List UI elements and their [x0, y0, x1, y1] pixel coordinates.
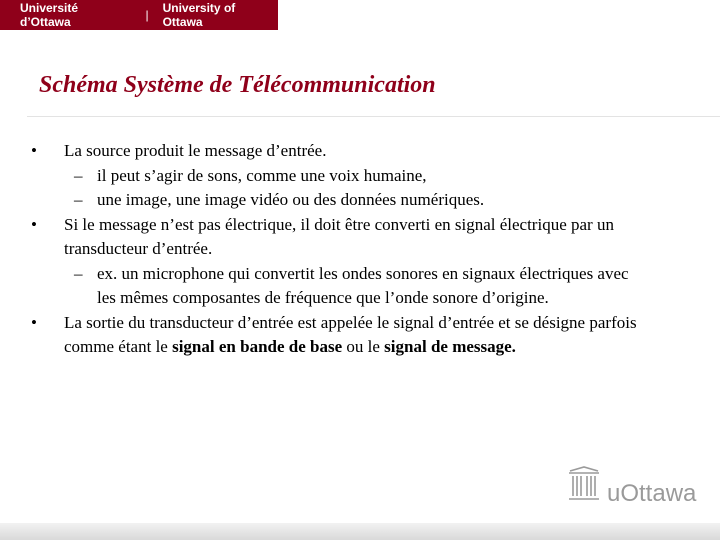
sub-bullet-item	[0, 164, 642, 189]
sub-bullet-text: ex. un microphone qui convertit les ondes sonores en signaux électriques avec les mêmes composantes de fréquence que l’onde sonore d’origine.	[97, 263, 629, 307]
bullet-text: Si le message n’est pas électrique, il doit être converti en signal électrique par un transducteur d’entrée.	[64, 214, 614, 258]
banner-separator: |	[145, 8, 149, 22]
bullet-text-end: .	[511, 337, 516, 356]
banner-english-name: University of Ottawa	[162, 1, 236, 29]
bullet-item	[0, 139, 644, 164]
dash-marker: –	[74, 190, 83, 209]
bullet-marker: •	[31, 312, 37, 332]
title-divider	[27, 116, 720, 117]
sub-bullet-item	[0, 188, 642, 213]
sub-bullet-text: une image, une image vidéo ou des données numériques.	[97, 190, 485, 209]
bold-term-baseband: signal en bande de base	[172, 337, 343, 356]
building-columns-icon	[567, 466, 601, 507]
bullet-text-part: La sortie du transducteur d’entrée est appelée le signal d’entrée et se désigne parfois comme étant le	[64, 312, 637, 356]
bullet-item	[0, 213, 644, 262]
bullet-text: La source produit le message d’entrée.	[64, 141, 327, 160]
bullet-item	[0, 311, 644, 360]
bullet-marker: •	[31, 141, 37, 160]
banner-french-name: Université d’Ottawa	[20, 1, 79, 29]
footer-bar	[0, 523, 720, 540]
bullet-text-part: ou le	[342, 337, 385, 356]
university-banner	[0, 0, 278, 30]
uottawa-logo	[567, 466, 696, 507]
dash-marker: –	[74, 165, 83, 185]
sub-bullet-item	[0, 262, 642, 311]
bold-term-message: signal de message	[384, 337, 512, 356]
slide-body	[0, 139, 720, 360]
sub-bullet-text: il peut s’agir de sons, comme une voix humaine,	[97, 165, 427, 185]
slide-title: Schéma Système de Télécommunication	[39, 72, 436, 98]
dash-marker: –	[74, 263, 83, 283]
bullet-marker: •	[31, 214, 37, 234]
uottawa-wordmark: uOttawa	[607, 480, 697, 507]
